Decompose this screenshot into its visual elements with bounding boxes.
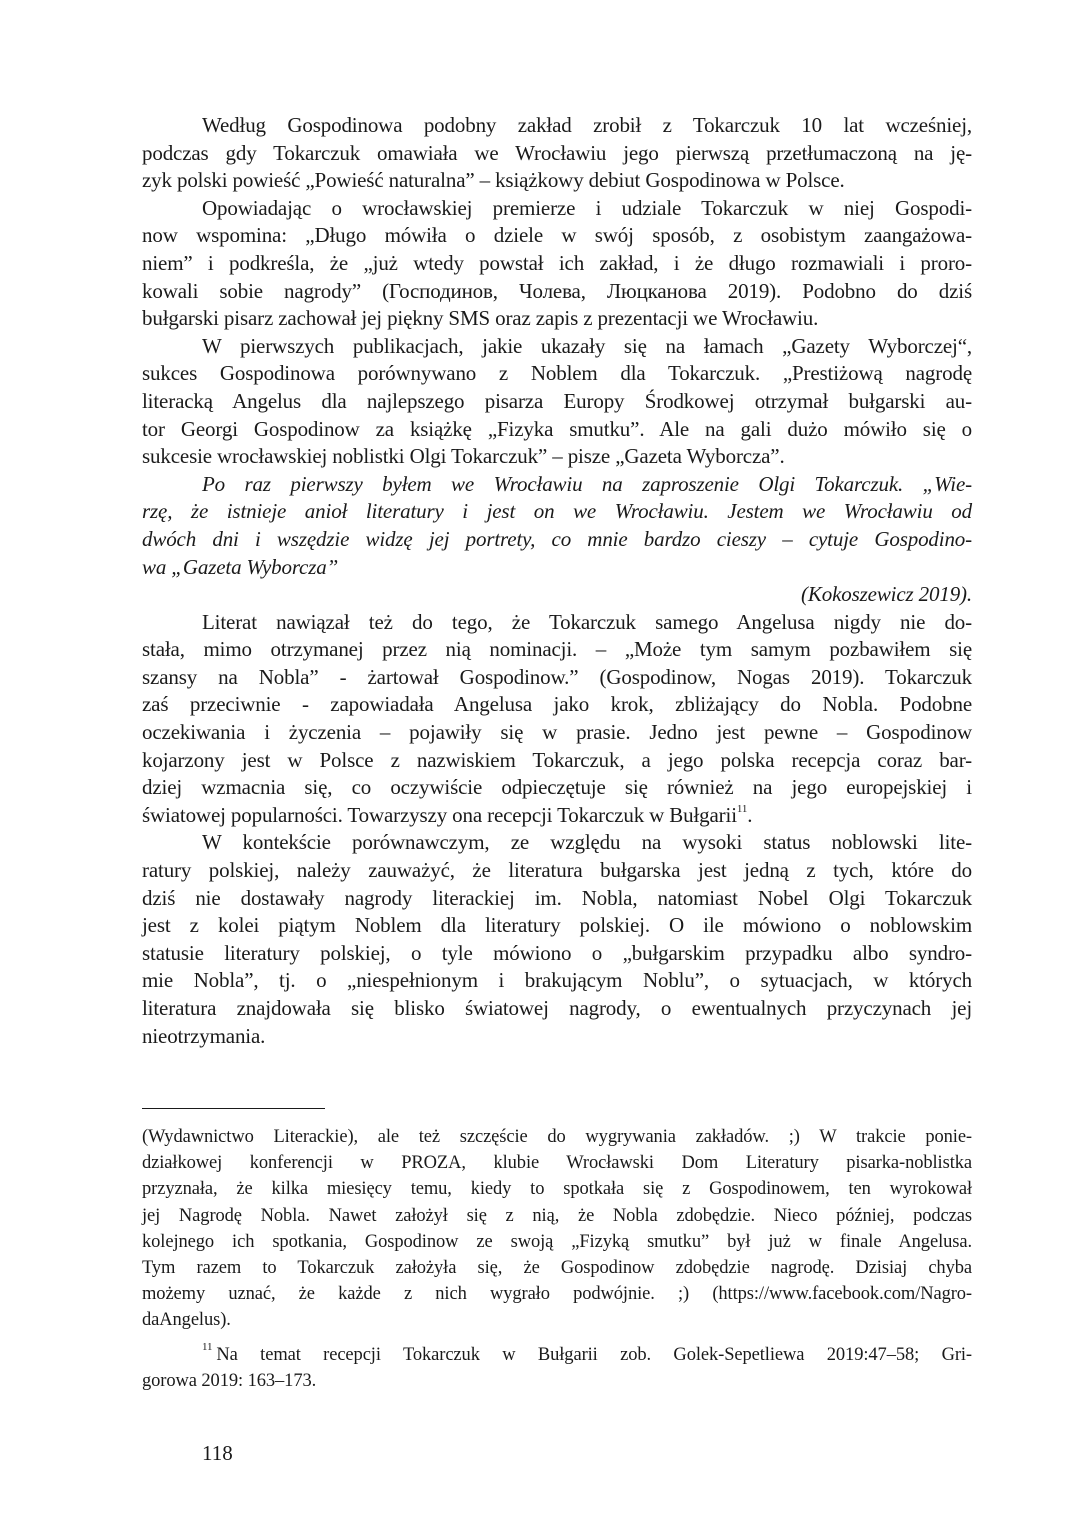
text-line: zyk polski powieść „Powieść naturalna” – książkowy debiut Gospodinowa w Polsce. (142, 168, 845, 193)
footnote-line: daAngelus). (142, 1310, 231, 1331)
text-line-content: światowej popularności. Towarzyszy ona recepcji Tokarczuk w Bułgarii (142, 802, 737, 827)
text-line (142, 802, 972, 830)
text-line: podczas gdy Tokarczuk omawiała we Wrocławiu jego pierwszą przetłumaczoną na ję- (142, 140, 972, 165)
footnote-line: Tym razem to Tokarczuk założyła się, że Gospodinow zdobędzie nagrodę. Dzisiaj chyba (142, 1257, 972, 1278)
footnote-11 (142, 1342, 972, 1394)
footnotes (142, 1124, 972, 1394)
quote-line: rzę, że istnieje anioł literatury i jest on we Wrocławiu. Jestem we Wrocławiu od (142, 499, 972, 524)
footnote-line: kolejnego ich spotkania, Gospodinow ze swoją „Fizyką smutku” był już w finale Angelusa. (142, 1231, 972, 1252)
text-line: dziś nie dostawały nagrody literackiej im. Nobla, natomiast Nobel Olgi Tokarczuk (142, 885, 972, 910)
quote-line: Po raz pierwszy byłem we Wrocławiu na zaproszenie Olgi Tokarczuk. „Wie- (202, 471, 972, 496)
text-line: literatura znajdowała się blisko światowej nagrody, o ewentualnych przyczynach jej (142, 996, 972, 1020)
paragraph (142, 609, 972, 830)
text-line: mie Nobla”, tj. o „niespełnionym i brakującym Noblu”, o sytuacjach, w których (142, 968, 972, 993)
footnote-line: przyznała, że kilka miesięcy temu, kiedy to spotkała się z Gospodinowem, ten wyrokował (142, 1179, 972, 1200)
text-line: niem” i podkreśla, że „już wtedy powstał ich zakład, i że długo rozmawiali i proro- (142, 250, 972, 275)
text-line: literacką Angelus dla najlepszego pisarza Europy Środkowej otrzymał bułgarski au- (142, 388, 972, 413)
document-page (142, 112, 972, 1050)
text-line: oczekiwania i życzenia – pojawiły się w prasie. Jedno jest pewne – Gospodinow (142, 720, 972, 745)
footnote-line: gorowa 2019: 163–173. (142, 1370, 317, 1391)
footnote-text: Na temat recepcji Tokarczuk w Bułgarii zob. Golek-Sepetliewa 2019:47–58; Gri- (216, 1344, 972, 1365)
paragraph (142, 333, 972, 471)
text-line: stała, mimo otrzymanej przez nią nominacji. – „Może tym samym pozbawiłem się (142, 637, 972, 662)
footnote-line (142, 1342, 972, 1368)
text-line: jest z kolei piątym Noblem dla literatury polskiej. O ile mówiono o noblowskim (142, 913, 972, 938)
text-line-end: . (747, 802, 753, 827)
text-line: Opowiadając o wrocławskiej premierze i udziale Tokarczuk w niej Gospodi- (202, 195, 972, 220)
text-line: bułgarski pisarz zachował jej piękny SMS oraz zapis z prezentacji we Wrocławiu. (142, 306, 819, 331)
text-line: tor Georgi Gospodinow za książkę „Fizyka smutku”. Ale na gali dużo mówiło się o (142, 416, 972, 441)
footnote-reference[interactable]: 11 (736, 802, 748, 815)
text-line: Według Gospodinowa podobny zakład zrobił z Tokarczuk 10 lat wcześniej, (202, 113, 972, 137)
text-line: zaś przeciwnie - zapowiadała Angelusa jako krok, zbliżający do Nobla. Podobne (142, 692, 972, 717)
text-line: W pierwszych publikacjach, jakie ukazały się na łamach „Gazety Wyborczej“, (202, 333, 972, 358)
footnote-continuation (142, 1124, 972, 1334)
text-line: kojarzony jest w Polsce z nazwiskiem Tokarczuk, a jego polska recepcja coraz bar- (142, 747, 972, 772)
text-line: dziej wzmacnia się, co oczywiście odpieczętuje się również na jego europejskiej i (142, 775, 972, 800)
footnote-separator (142, 1108, 325, 1109)
quote-line: dwóch dni i wszędzie widzę jej portrety, co mnie bardzo cieszy – cytuje Gospodino- (142, 526, 972, 551)
text-line: szansy na Nobla” - żartował Gospodinow.” (Gospodinow, Nogas 2019). Tokarczuk (142, 664, 972, 689)
text-line: Literat nawiązał też do tego, że Tokarczuk samego Angelusa nigdy nie do- (202, 609, 972, 634)
footnote-line: działkowej konferencji w PROZA, klubie Wrocławski Dom Literatury pisarka-noblistka (142, 1153, 972, 1174)
paragraph (142, 829, 972, 1050)
footnote-line: jej Nagrodę Nobla. Nawet założył się z nią, że Nobla zdobędzie. Nieco później, podczas (142, 1205, 972, 1226)
page-number: 118 (202, 1441, 233, 1465)
footnote-line: (Wydawnictwo Literackie), ale też szczęście do wygrywania zakładów. ;) W trakcie ponie- (142, 1127, 972, 1147)
text-line: kowali sobie nagrody” (Господинов, Чолева, Люцканова 2019). Podobno do dziś (142, 278, 972, 303)
text-line: statusie literatury polskiej, o tyle mówiono o „bułgarskim przypadku albo syndro- (142, 940, 972, 965)
text-line: ratury polskiej, należy zauważyć, że literatura bułgarska jest jedną z tych, które do (142, 858, 972, 883)
quote-citation: (Kokoszewicz 2019). (801, 582, 972, 607)
text-line: now wspomina: „Długo mówiła o dziele w swój sposób, z osobistym zaangażowa- (142, 223, 972, 248)
footnote-marker: 11 (202, 1341, 213, 1354)
block-quote (142, 471, 972, 609)
text-line: nieotrzymania. (142, 1023, 266, 1048)
footnote-line: możemy uznać, że każde z nich wygrało podwójnie. ;) (https://www.facebook.com/Nagro- (142, 1284, 972, 1305)
text-line: sukces Gospodinowa porównywano z Noblem dla Tokarczuk. „Prestiżową nagrodę (142, 361, 972, 386)
text-line: sukcesie wrocławskiej noblistki Olgi Tokarczuk” – pisze „Gazeta Wyborcza”. (142, 444, 785, 469)
main-text (142, 112, 972, 1050)
paragraph (142, 195, 972, 333)
quote-line: wa „Gazeta Wyborcza” (142, 554, 339, 579)
text-line: W kontekście porównawczym, ze względu na wysoki status noblowski lite- (202, 830, 972, 855)
paragraph (142, 112, 972, 195)
